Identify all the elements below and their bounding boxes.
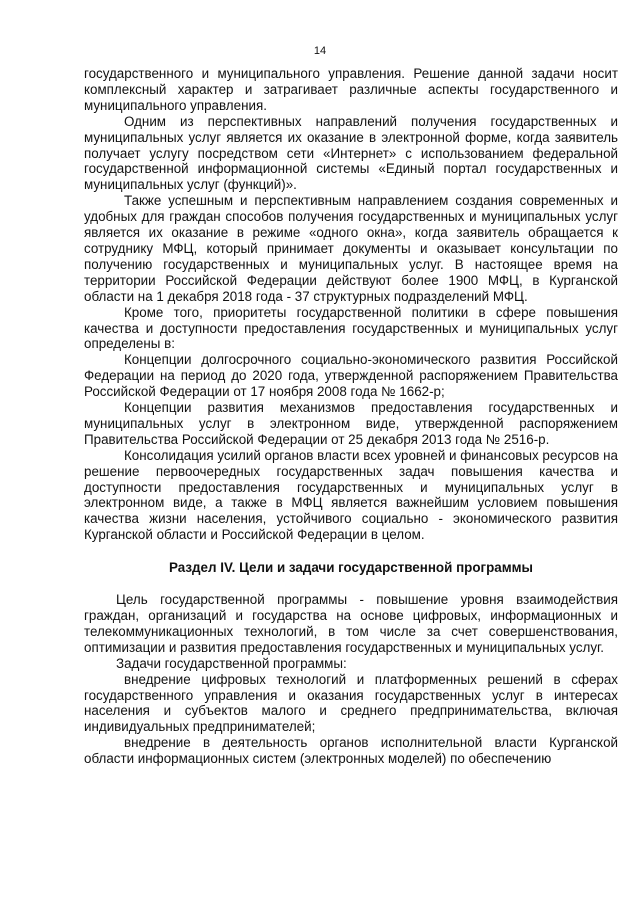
page-number: 14: [313, 45, 327, 57]
paragraph-program-goal: Цель государственной программы - повышение уровня взаимодействия граждан, организаций и государства на основе цифровых, информационных и телекоммуникационных технологий, в том числе за счет совершенствования, оптимизации и развития предоставления государственных и муниципальных услуг.: [84, 592, 618, 655]
paragraph-concept-2020: Концепции долгосрочного социально-экономического развития Российской Федерации на период до 2020 года, утвержденной распоряжением Правительства Российской Федерации от 17 ноября 2008 года № 1662-р;: [84, 352, 618, 400]
paragraph-concept-electronic: Концепции развития механизмов предоставления государственных и муниципальных услуг в электронном виде, утвержденной распоряжением Правительства Российской Федерации от 25 декабря 2013 года № 2516-р.: [84, 400, 618, 447]
section-heading: Раздел IV. Цели и задачи государственной программы: [169, 560, 533, 576]
paragraph-task-information-systems: внедрение в деятельность органов исполнительной власти Курганской области информационных систем (электронных моделей) по обеспечению: [84, 735, 618, 767]
paragraph-priorities: Кроме того, приоритеты государственной политики в сфере повышения качества и доступности предоставления государственных и муниципальных услуг определены в:: [84, 304, 618, 352]
paragraph-continuation: государственного и муниципального управления. Решение данной задачи носит комплексный характер и затрагивает различные аспекты государственного и муниципального управления.: [84, 66, 618, 113]
paragraph-consolidation: Консолидация усилий органов власти всех уровней и финансовых ресурсов на решение первоочередных государственных задач повышения качества и доступности предоставления государственных и муниципальных услуг в электронном виде, а также в МФЦ является важнейшим условием повышения качества жизни населения, устойчивого социально - экономического развития Курганской области и Российской Федерации в целом.: [84, 447, 618, 543]
paragraph-one-window: Также успешным и перспективным направлением создания современных и удобных для граждан способов получения государственных и муниципальных услуг является их оказание в режиме «одного окна», когда заявитель обращается к сотруднику МФЦ, который принимает документы и оказывает консультации по получению государственных и муниципальных услуг. В настоящее время на территории Российской Федерации действуют более 1900 МФЦ, в Курганской области на 1 декабря 2018 года - 37 структурных подразделений МФЦ.: [84, 193, 618, 304]
document-body: [84, 66, 618, 767]
paragraph-tasks-intro: Задачи государственной программы:: [116, 655, 347, 671]
paragraph-task-digital: внедрение цифровых технологий и платформенных решений в сферах государственного управления и оказания государственных услуг в интересах населения и субъектов малого и среднего предпринимательства, включая индивидуальных предпринимателей;: [84, 671, 618, 735]
paragraph-electronic-services: Одним из перспективных направлений получения государственных и муниципальных услуг является их оказание в электронной форме, когда заявитель получает услугу посредством сети «Интернет» с использованием федеральной государственной информационной системы «Единый портал государственных и муниципальных услуг (функций)».: [84, 113, 618, 193]
